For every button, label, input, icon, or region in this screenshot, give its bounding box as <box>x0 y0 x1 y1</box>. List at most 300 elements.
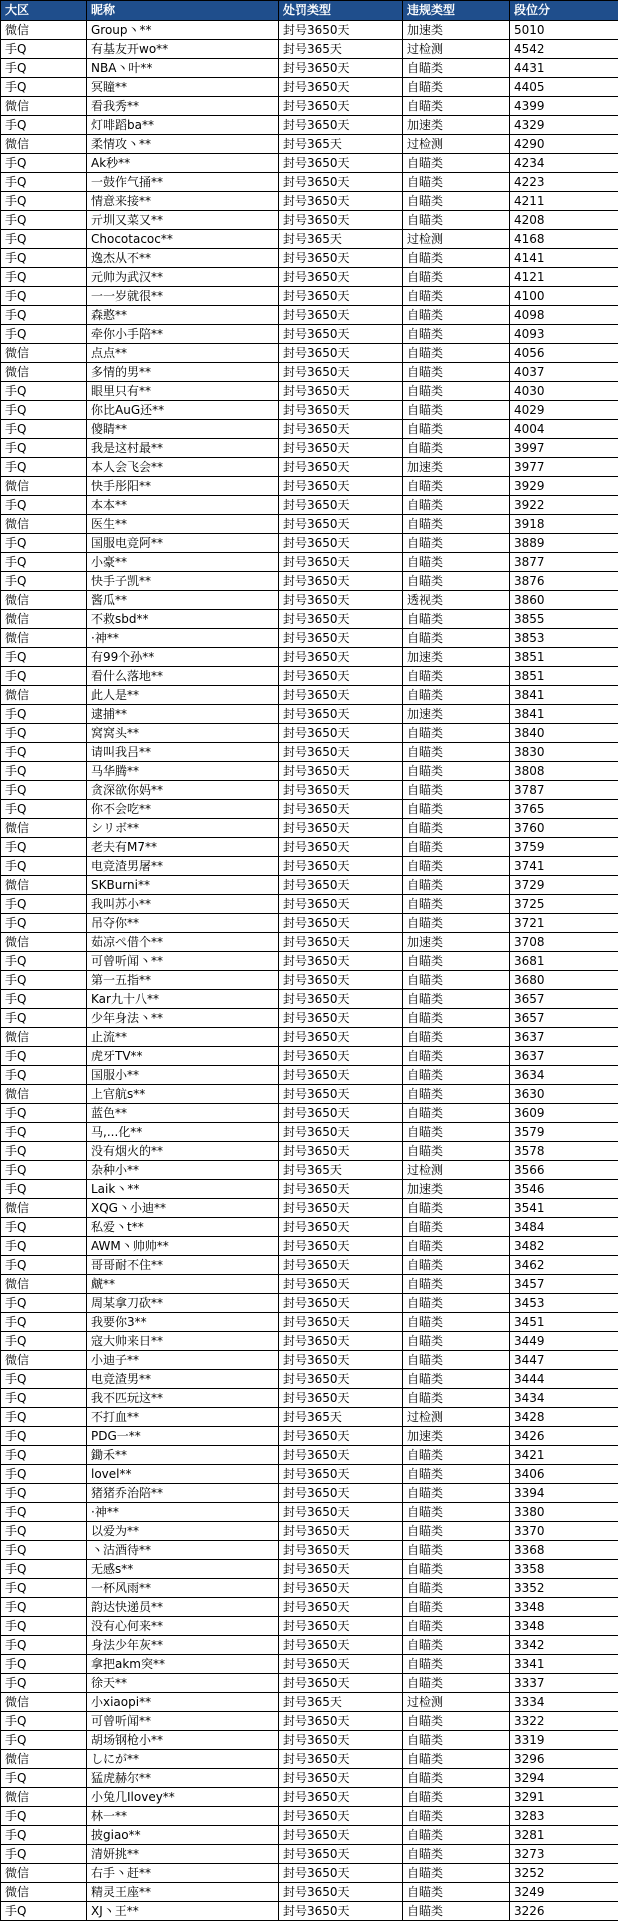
rank-score-cell: 3657 <box>510 1009 618 1028</box>
table-row <box>1 648 618 667</box>
violation-type-cell: 自瞄类 <box>403 344 510 363</box>
table-row <box>1 21 618 40</box>
penalty-type-cell: 封号3650天 <box>279 192 403 211</box>
violation-type-cell: 加速类 <box>403 705 510 724</box>
violation-type-cell: 自瞄类 <box>403 1465 510 1484</box>
table-row <box>1 1123 618 1142</box>
violation-type-cell: 自瞄类 <box>403 1351 510 1370</box>
rank-score-cell: 3877 <box>510 553 618 572</box>
rank-score-cell: 3451 <box>510 1313 618 1332</box>
table-row <box>1 363 618 382</box>
nickname-cell: 有99个孙** <box>87 648 279 667</box>
penalty-type-cell: 封号3650天 <box>279 1294 403 1313</box>
nickname-cell: 哥哥耐不住** <box>87 1256 279 1275</box>
penalty-type-cell: 封号365天 <box>279 1408 403 1427</box>
table-row <box>1 572 618 591</box>
nickname-cell: 逮捕** <box>87 705 279 724</box>
penalty-type-cell: 封号3650天 <box>279 1465 403 1484</box>
nickname-cell: 灯啡蹈ba** <box>87 116 279 135</box>
violation-type-cell: 自瞄类 <box>403 743 510 762</box>
region-cell: 微信 <box>1 1883 87 1902</box>
rank-score-cell: 3294 <box>510 1769 618 1788</box>
region-cell: 手Q <box>1 1313 87 1332</box>
table-row <box>1 78 618 97</box>
nickname-cell: 披giao** <box>87 1826 279 1845</box>
penalty-type-cell: 封号3650天 <box>279 116 403 135</box>
nickname-cell: 我叫苏小** <box>87 895 279 914</box>
region-cell: 手Q <box>1 1446 87 1465</box>
table-row <box>1 1541 618 1560</box>
nickname-cell: 小xiaopi** <box>87 1693 279 1712</box>
rank-score-cell: 4093 <box>510 325 618 344</box>
violation-type-cell: 自瞄类 <box>403 477 510 496</box>
violation-type-cell: 自瞄类 <box>403 1275 510 1294</box>
region-cell: 手Q <box>1 1123 87 1142</box>
nickname-cell: Group丶** <box>87 21 279 40</box>
header-penalty-type: 处罚类型 <box>279 1 403 21</box>
region-cell: 微信 <box>1 1028 87 1047</box>
region-cell: 手Q <box>1 667 87 686</box>
violation-type-cell: 自瞄类 <box>403 1541 510 1560</box>
violation-type-cell: 自瞄类 <box>403 192 510 211</box>
rank-score-cell: 3721 <box>510 914 618 933</box>
header-nickname: 昵称 <box>87 1 279 21</box>
region-cell: 手Q <box>1 154 87 173</box>
violation-type-cell: 自瞄类 <box>403 819 510 838</box>
rank-score-cell: 3296 <box>510 1750 618 1769</box>
penalty-type-cell: 封号3650天 <box>279 1389 403 1408</box>
nickname-cell: 你比AuG还** <box>87 401 279 420</box>
violation-type-cell: 自瞄类 <box>403 363 510 382</box>
penalty-type-cell: 封号3650天 <box>279 1047 403 1066</box>
penalty-type-cell: 封号3650天 <box>279 1902 403 1921</box>
rank-score-cell: 3729 <box>510 876 618 895</box>
table-row <box>1 1655 618 1674</box>
penalty-type-cell: 封号3650天 <box>279 1123 403 1142</box>
violation-type-cell: 自瞄类 <box>403 1769 510 1788</box>
violation-type-cell: 自瞄类 <box>403 1047 510 1066</box>
table-row <box>1 629 618 648</box>
penalty-type-cell: 封号365天 <box>279 230 403 249</box>
penalty-type-cell: 封号3650天 <box>279 496 403 515</box>
penalty-type-cell: 封号3650天 <box>279 59 403 78</box>
nickname-cell: 胡场钢枪小** <box>87 1731 279 1750</box>
violation-type-cell: 自瞄类 <box>403 686 510 705</box>
rank-score-cell: 3579 <box>510 1123 618 1142</box>
table-row <box>1 1047 618 1066</box>
penalty-type-cell: 封号3650天 <box>279 857 403 876</box>
region-cell: 手Q <box>1 496 87 515</box>
table-row <box>1 1313 618 1332</box>
violation-type-cell: 自瞄类 <box>403 1712 510 1731</box>
table-row <box>1 1446 618 1465</box>
region-cell: 手Q <box>1 1294 87 1313</box>
nickname-cell: 老夫有M7** <box>87 838 279 857</box>
region-cell: 手Q <box>1 705 87 724</box>
penalty-type-cell: 封号3650天 <box>279 287 403 306</box>
region-cell: 手Q <box>1 173 87 192</box>
nickname-cell: 请叫我吕** <box>87 743 279 762</box>
nickname-cell: 冥瞳** <box>87 78 279 97</box>
penalty-type-cell: 封号3650天 <box>279 990 403 1009</box>
region-cell: 手Q <box>1 1712 87 1731</box>
rank-score-cell: 3977 <box>510 458 618 477</box>
rank-score-cell: 4431 <box>510 59 618 78</box>
nickname-cell: 本人会飞会** <box>87 458 279 477</box>
violation-type-cell: 自瞄类 <box>403 610 510 629</box>
region-cell: 手Q <box>1 458 87 477</box>
penalty-type-cell: 封号3650天 <box>279 1275 403 1294</box>
region-cell: 手Q <box>1 40 87 59</box>
region-cell: 微信 <box>1 876 87 895</box>
violation-type-cell: 自瞄类 <box>403 1237 510 1256</box>
penalty-type-cell: 封号3650天 <box>279 1237 403 1256</box>
region-cell: 微信 <box>1 1693 87 1712</box>
table-row <box>1 1085 618 1104</box>
violation-type-cell: 加速类 <box>403 1427 510 1446</box>
violation-type-cell: 自瞄类 <box>403 572 510 591</box>
violation-type-cell: 自瞄类 <box>403 1731 510 1750</box>
table-row <box>1 933 618 952</box>
region-cell: 手Q <box>1 1009 87 1028</box>
region-cell: 手Q <box>1 762 87 781</box>
nickname-cell: AWM丶帅帅** <box>87 1237 279 1256</box>
rank-score-cell: 3428 <box>510 1408 618 1427</box>
table-row <box>1 116 618 135</box>
violation-type-cell: 自瞄类 <box>403 1313 510 1332</box>
violation-type-cell: 自瞄类 <box>403 800 510 819</box>
table-row <box>1 268 618 287</box>
region-cell: 手Q <box>1 1826 87 1845</box>
rank-score-cell: 3830 <box>510 743 618 762</box>
table-row <box>1 762 618 781</box>
region-cell: 微信 <box>1 344 87 363</box>
penalty-type-cell: 封号3650天 <box>279 1351 403 1370</box>
header-region: 大区 <box>1 1 87 21</box>
region-cell: 微信 <box>1 1750 87 1769</box>
table-row <box>1 838 618 857</box>
region-cell: 手Q <box>1 1579 87 1598</box>
region-cell: 手Q <box>1 1408 87 1427</box>
violation-type-cell: 透视类 <box>403 591 510 610</box>
violation-type-cell: 自瞄类 <box>403 1256 510 1275</box>
violation-type-cell: 自瞄类 <box>403 1845 510 1864</box>
region-cell: 手Q <box>1 1142 87 1161</box>
table-row <box>1 724 618 743</box>
violation-type-cell: 自瞄类 <box>403 724 510 743</box>
table-row <box>1 800 618 819</box>
violation-type-cell: 自瞄类 <box>403 1123 510 1142</box>
region-cell: 手Q <box>1 971 87 990</box>
nickname-cell: 猛虎赫尔** <box>87 1769 279 1788</box>
penalty-type-cell: 封号3650天 <box>279 1617 403 1636</box>
penalty-type-cell: 封号3650天 <box>279 1446 403 1465</box>
violation-type-cell: 自瞄类 <box>403 287 510 306</box>
table-row <box>1 1712 618 1731</box>
table-row <box>1 914 618 933</box>
penalty-type-cell: 封号365天 <box>279 135 403 154</box>
penalty-type-cell: 封号3650天 <box>279 401 403 420</box>
penalty-type-cell: 封号3650天 <box>279 1218 403 1237</box>
rank-score-cell: 3918 <box>510 515 618 534</box>
table-row <box>1 1598 618 1617</box>
table-row <box>1 857 618 876</box>
table-row <box>1 667 618 686</box>
penalty-type-cell: 封号3650天 <box>279 1674 403 1693</box>
region-cell: 手Q <box>1 268 87 287</box>
violation-type-cell: 加速类 <box>403 21 510 40</box>
violation-type-cell: 自瞄类 <box>403 1218 510 1237</box>
table-row <box>1 610 618 629</box>
rank-score-cell: 3434 <box>510 1389 618 1408</box>
table-row <box>1 1332 618 1351</box>
table-row <box>1 686 618 705</box>
penalty-type-cell: 封号3650天 <box>279 572 403 591</box>
region-cell: 微信 <box>1 97 87 116</box>
region-cell: 微信 <box>1 1864 87 1883</box>
nickname-cell: 周某拿刀砍** <box>87 1294 279 1313</box>
violation-type-cell: 自瞄类 <box>403 629 510 648</box>
violation-type-cell: 自瞄类 <box>403 420 510 439</box>
rank-score-cell: 3759 <box>510 838 618 857</box>
region-cell: 手Q <box>1 306 87 325</box>
region-cell: 手Q <box>1 1370 87 1389</box>
table-row <box>1 97 618 116</box>
rank-score-cell: 3851 <box>510 667 618 686</box>
table-row <box>1 249 618 268</box>
region-cell: 手Q <box>1 800 87 819</box>
nickname-cell: 精灵王座** <box>87 1883 279 1902</box>
nickname-cell: シリボ** <box>87 819 279 838</box>
rank-score-cell: 3444 <box>510 1370 618 1389</box>
rank-score-cell: 4098 <box>510 306 618 325</box>
penalty-type-cell: 封号3650天 <box>279 1845 403 1864</box>
violation-type-cell: 自瞄类 <box>403 1370 510 1389</box>
nickname-cell: Ak秒** <box>87 154 279 173</box>
violation-type-cell: 自瞄类 <box>403 1503 510 1522</box>
table-row <box>1 1028 618 1047</box>
table-row <box>1 1503 618 1522</box>
penalty-type-cell: 封号3650天 <box>279 1883 403 1902</box>
penalty-type-cell: 封号3650天 <box>279 344 403 363</box>
nickname-cell: 马,...化** <box>87 1123 279 1142</box>
table-row <box>1 154 618 173</box>
violation-type-cell: 自瞄类 <box>403 325 510 344</box>
region-cell: 手Q <box>1 1522 87 1541</box>
penalty-type-cell: 封号3650天 <box>279 1769 403 1788</box>
penalty-type-cell: 封号3650天 <box>279 154 403 173</box>
nickname-cell: 眼里只有** <box>87 382 279 401</box>
penalty-type-cell: 封号3650天 <box>279 1484 403 1503</box>
nickname-cell: 马华腾** <box>87 762 279 781</box>
header-row <box>1 1 618 21</box>
penalty-type-cell: 封号3650天 <box>279 1807 403 1826</box>
violation-type-cell: 过检测 <box>403 1693 510 1712</box>
region-cell: 手Q <box>1 1731 87 1750</box>
table-row <box>1 325 618 344</box>
region-cell: 手Q <box>1 724 87 743</box>
table-row <box>1 458 618 477</box>
rank-score-cell: 4223 <box>510 173 618 192</box>
table-row <box>1 1731 618 1750</box>
rank-score-cell: 3922 <box>510 496 618 515</box>
violation-type-cell: 自瞄类 <box>403 895 510 914</box>
nickname-cell: 少年身法丶** <box>87 1009 279 1028</box>
table-row <box>1 1427 618 1446</box>
violation-type-cell: 自瞄类 <box>403 1617 510 1636</box>
nickname-cell: 没有心何来** <box>87 1617 279 1636</box>
region-cell: 微信 <box>1 1275 87 1294</box>
nickname-cell: 牵你小手陪** <box>87 325 279 344</box>
nickname-cell: 可曾听闻丶** <box>87 952 279 971</box>
rank-score-cell: 3841 <box>510 705 618 724</box>
rank-score-cell: 3566 <box>510 1161 618 1180</box>
penalty-type-cell: 封号3650天 <box>279 762 403 781</box>
nickname-cell: 上官航s** <box>87 1085 279 1104</box>
penalty-type-cell: 封号3650天 <box>279 1826 403 1845</box>
nickname-cell: lovel** <box>87 1465 279 1484</box>
rank-score-cell: 3447 <box>510 1351 618 1370</box>
penalty-type-cell: 封号3650天 <box>279 1503 403 1522</box>
penalty-type-cell: 封号3650天 <box>279 1598 403 1617</box>
violation-type-cell: 自瞄类 <box>403 1560 510 1579</box>
nickname-cell: 酱瓜** <box>87 591 279 610</box>
penalty-type-cell: 封号3650天 <box>279 1636 403 1655</box>
table-row <box>1 135 618 154</box>
nickname-cell: 身法少年灰** <box>87 1636 279 1655</box>
violation-type-cell: 加速类 <box>403 458 510 477</box>
penalty-type-cell: 封号3650天 <box>279 1560 403 1579</box>
rank-score-cell: 3449 <box>510 1332 618 1351</box>
rank-score-cell: 3421 <box>510 1446 618 1465</box>
penalty-type-cell: 封号3650天 <box>279 211 403 230</box>
region-cell: 微信 <box>1 686 87 705</box>
table-row <box>1 781 618 800</box>
penalty-type-cell: 封号3650天 <box>279 515 403 534</box>
violation-type-cell: 自瞄类 <box>403 876 510 895</box>
violation-type-cell: 过检测 <box>403 230 510 249</box>
rank-score-cell: 3841 <box>510 686 618 705</box>
rank-score-cell: 4405 <box>510 78 618 97</box>
table-row <box>1 59 618 78</box>
penalty-type-cell: 封号3650天 <box>279 21 403 40</box>
penalty-type-cell: 封号3650天 <box>279 648 403 667</box>
nickname-cell: ·神** <box>87 1503 279 1522</box>
table-row <box>1 192 618 211</box>
region-cell: 手Q <box>1 1256 87 1275</box>
rank-score-cell: 3334 <box>510 1693 618 1712</box>
violation-type-cell: 过检测 <box>403 40 510 59</box>
table-row <box>1 534 618 553</box>
region-cell: 手Q <box>1 1541 87 1560</box>
table-row <box>1 1199 618 1218</box>
table-row <box>1 743 618 762</box>
table-row <box>1 40 618 59</box>
penalty-type-cell: 封号3650天 <box>279 1655 403 1674</box>
penalty-type-cell: 封号3650天 <box>279 914 403 933</box>
table-row <box>1 876 618 895</box>
region-cell: 微信 <box>1 363 87 382</box>
nickname-cell: 本本** <box>87 496 279 515</box>
violation-type-cell: 自瞄类 <box>403 1085 510 1104</box>
rank-score-cell: 3876 <box>510 572 618 591</box>
penalty-type-cell: 封号3650天 <box>279 1066 403 1085</box>
penalty-type-cell: 封号3650天 <box>279 1199 403 1218</box>
penalty-type-cell: 封号365天 <box>279 1693 403 1712</box>
table-row <box>1 895 618 914</box>
nickname-cell: SKBurni** <box>87 876 279 895</box>
nickname-cell: 贪深欲你妈** <box>87 781 279 800</box>
nickname-cell: 丶沽酒待** <box>87 1541 279 1560</box>
violation-type-cell: 自瞄类 <box>403 1579 510 1598</box>
table-row <box>1 287 618 306</box>
rank-score-cell: 3406 <box>510 1465 618 1484</box>
penalty-type-cell: 封号3650天 <box>279 705 403 724</box>
header-violation-type: 违规类型 <box>403 1 510 21</box>
penalty-type-cell: 封号3650天 <box>279 1579 403 1598</box>
violation-type-cell: 自瞄类 <box>403 1655 510 1674</box>
nickname-cell: 蓝色** <box>87 1104 279 1123</box>
violation-type-cell: 自瞄类 <box>403 249 510 268</box>
penalty-type-cell: 封号3650天 <box>279 629 403 648</box>
violation-type-cell: 自瞄类 <box>403 1864 510 1883</box>
nickname-cell: 小豪** <box>87 553 279 572</box>
rank-score-cell: 4211 <box>510 192 618 211</box>
region-cell: 微信 <box>1 591 87 610</box>
penalty-type-cell: 封号3650天 <box>279 439 403 458</box>
violation-type-cell: 自瞄类 <box>403 97 510 116</box>
violation-type-cell: 自瞄类 <box>403 1104 510 1123</box>
violation-type-cell: 自瞄类 <box>403 306 510 325</box>
penalty-type-cell: 封号3650天 <box>279 1028 403 1047</box>
table-row <box>1 1845 618 1864</box>
nickname-cell: 不打血** <box>87 1408 279 1427</box>
penalty-type-cell: 封号365天 <box>279 1161 403 1180</box>
table-row <box>1 819 618 838</box>
violation-type-cell: 自瞄类 <box>403 1788 510 1807</box>
rank-score-cell: 3319 <box>510 1731 618 1750</box>
region-cell: 微信 <box>1 819 87 838</box>
violation-type-cell: 自瞄类 <box>403 1750 510 1769</box>
penalty-type-cell: 封号3650天 <box>279 1332 403 1351</box>
rank-score-cell: 3760 <box>510 819 618 838</box>
rank-score-cell: 3853 <box>510 629 618 648</box>
rank-score-cell: 5010 <box>510 21 618 40</box>
rank-score-cell: 4329 <box>510 116 618 135</box>
nickname-cell: 我要你3** <box>87 1313 279 1332</box>
table-row <box>1 1864 618 1883</box>
violation-type-cell: 自瞄类 <box>403 914 510 933</box>
nickname-cell: 一鼓作气捅** <box>87 173 279 192</box>
region-cell: 手Q <box>1 990 87 1009</box>
violation-type-cell: 自瞄类 <box>403 211 510 230</box>
nickname-cell: 林一** <box>87 1807 279 1826</box>
region-cell: 手Q <box>1 1845 87 1864</box>
violation-type-cell: 自瞄类 <box>403 382 510 401</box>
rank-score-cell: 4399 <box>510 97 618 116</box>
rank-score-cell: 3273 <box>510 1845 618 1864</box>
violation-type-cell: 自瞄类 <box>403 401 510 420</box>
nickname-cell: 我不匹玩这** <box>87 1389 279 1408</box>
table-row <box>1 439 618 458</box>
region-cell: 手Q <box>1 914 87 933</box>
nickname-cell: PDG一** <box>87 1427 279 1446</box>
nickname-cell: 情意来接** <box>87 192 279 211</box>
penalty-type-cell: 封号3650天 <box>279 1180 403 1199</box>
nickname-cell: 一一岁就很** <box>87 287 279 306</box>
table-row <box>1 1066 618 1085</box>
region-cell: 手Q <box>1 952 87 971</box>
